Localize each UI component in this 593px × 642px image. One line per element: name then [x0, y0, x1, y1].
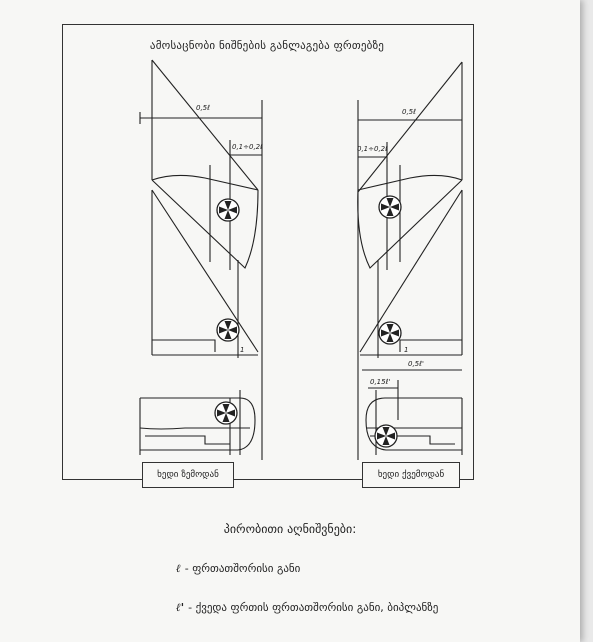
left-upper-wing — [152, 60, 258, 270]
iron-cross-icon — [379, 196, 401, 218]
dim-left-total: 0,5ℓ — [196, 104, 211, 112]
legend-title: პირობითი აღნიშვნები: — [223, 522, 357, 536]
bottom-view-label: ხედი ქვემოდან — [362, 462, 460, 488]
dim-lower-offset: 0,15ℓ' — [370, 378, 391, 386]
right-lower-wing — [360, 190, 462, 358]
diagram-title: ამოსაცნობი ნიშნების განლაგება ფრთებზე — [149, 39, 385, 52]
dim-right-offset: 0,1÷0,2ℓ — [357, 145, 389, 153]
iron-cross-icon — [217, 199, 239, 221]
right-dimension-lines — [358, 100, 462, 460]
legend-separator: - — [188, 601, 193, 614]
right-upper-wing — [358, 62, 462, 270]
left-bottom-wing — [140, 390, 255, 455]
dim-lower-total: 0,5ℓ' — [408, 360, 424, 368]
legend-text: ქვედა ფრთის ფრთათშორისი განი, ბიპლანზე — [195, 601, 439, 614]
legend-symbol: ℓ' — [176, 601, 185, 614]
iron-cross-icon — [217, 319, 239, 341]
left-lower-wing — [152, 190, 258, 358]
marker-label-1: 1 — [240, 346, 245, 354]
top-view-label: ხედი ზემოდან — [142, 462, 234, 488]
legend-text: ფრთათშორისი განი — [192, 562, 301, 575]
legend-item-span — [176, 562, 300, 575]
iron-cross-icon — [379, 322, 401, 344]
iron-cross-icon — [215, 402, 237, 424]
dim-right-total: 0,5ℓ — [402, 108, 417, 116]
legend-item-lower-span — [176, 601, 438, 614]
iron-cross-icon — [375, 425, 397, 447]
legend-separator: - — [184, 562, 189, 575]
legend-symbol: ℓ — [176, 562, 181, 575]
dim-left-offset: 0,1÷0,2ℓ — [232, 143, 264, 151]
marker-label-2: 1 — [404, 346, 409, 354]
left-dimension-lines — [140, 100, 262, 460]
